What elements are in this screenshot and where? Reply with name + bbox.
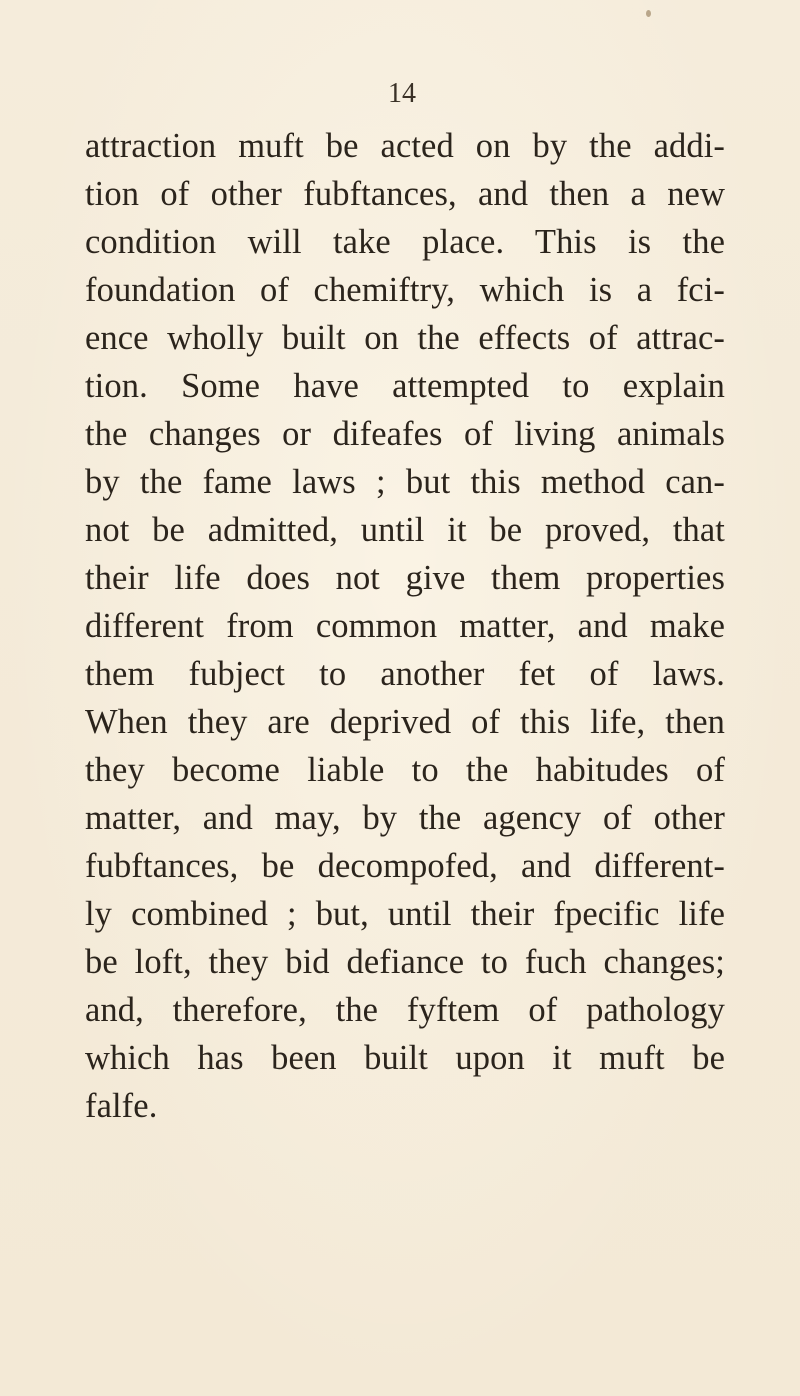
text-line: which has been built upon it muft be (85, 1039, 725, 1077)
text-line: When they are deprived of this life, then (85, 703, 725, 741)
text-line: they become liable to the habitudes of (85, 751, 725, 789)
text-line: them fubject to another fet of laws. (85, 655, 725, 693)
text-line: foundation of chemiftry, which is a fci- (85, 271, 725, 309)
text-line: not be admitted, until it be proved, that (85, 511, 725, 549)
body-text (85, 122, 725, 1130)
text-line: different from common matter, and make (85, 607, 725, 645)
text-line: and, therefore, the fyftem of pathology (85, 991, 725, 1029)
text-line: ly combined ; but, until their fpecific life (85, 895, 725, 933)
text-line: the changes or difeafes of living animals (85, 415, 725, 453)
ink-speck (646, 10, 651, 17)
text-line: by the fame laws ; but this method can- (85, 463, 725, 501)
text-line: attraction muft be acted on by the addi- (85, 127, 725, 165)
text-line: tion. Some have attempted to explain (85, 367, 725, 405)
text-line: ence wholly built on the effects of attrac- (85, 319, 725, 357)
text-line: fubftances, be decompofed, and different- (85, 847, 725, 885)
text-line: falfe. (85, 1087, 158, 1125)
text-line: tion of other fubftances, and then a new (85, 175, 725, 213)
text-line: be loft, they bid defiance to fuch changes; (85, 943, 725, 981)
page-number: 14 (388, 78, 416, 109)
text-line: matter, and may, by the agency of other (85, 799, 725, 837)
text-line: condition will take place. This is the (85, 223, 725, 261)
text-line: their life does not give them properties (85, 559, 725, 597)
